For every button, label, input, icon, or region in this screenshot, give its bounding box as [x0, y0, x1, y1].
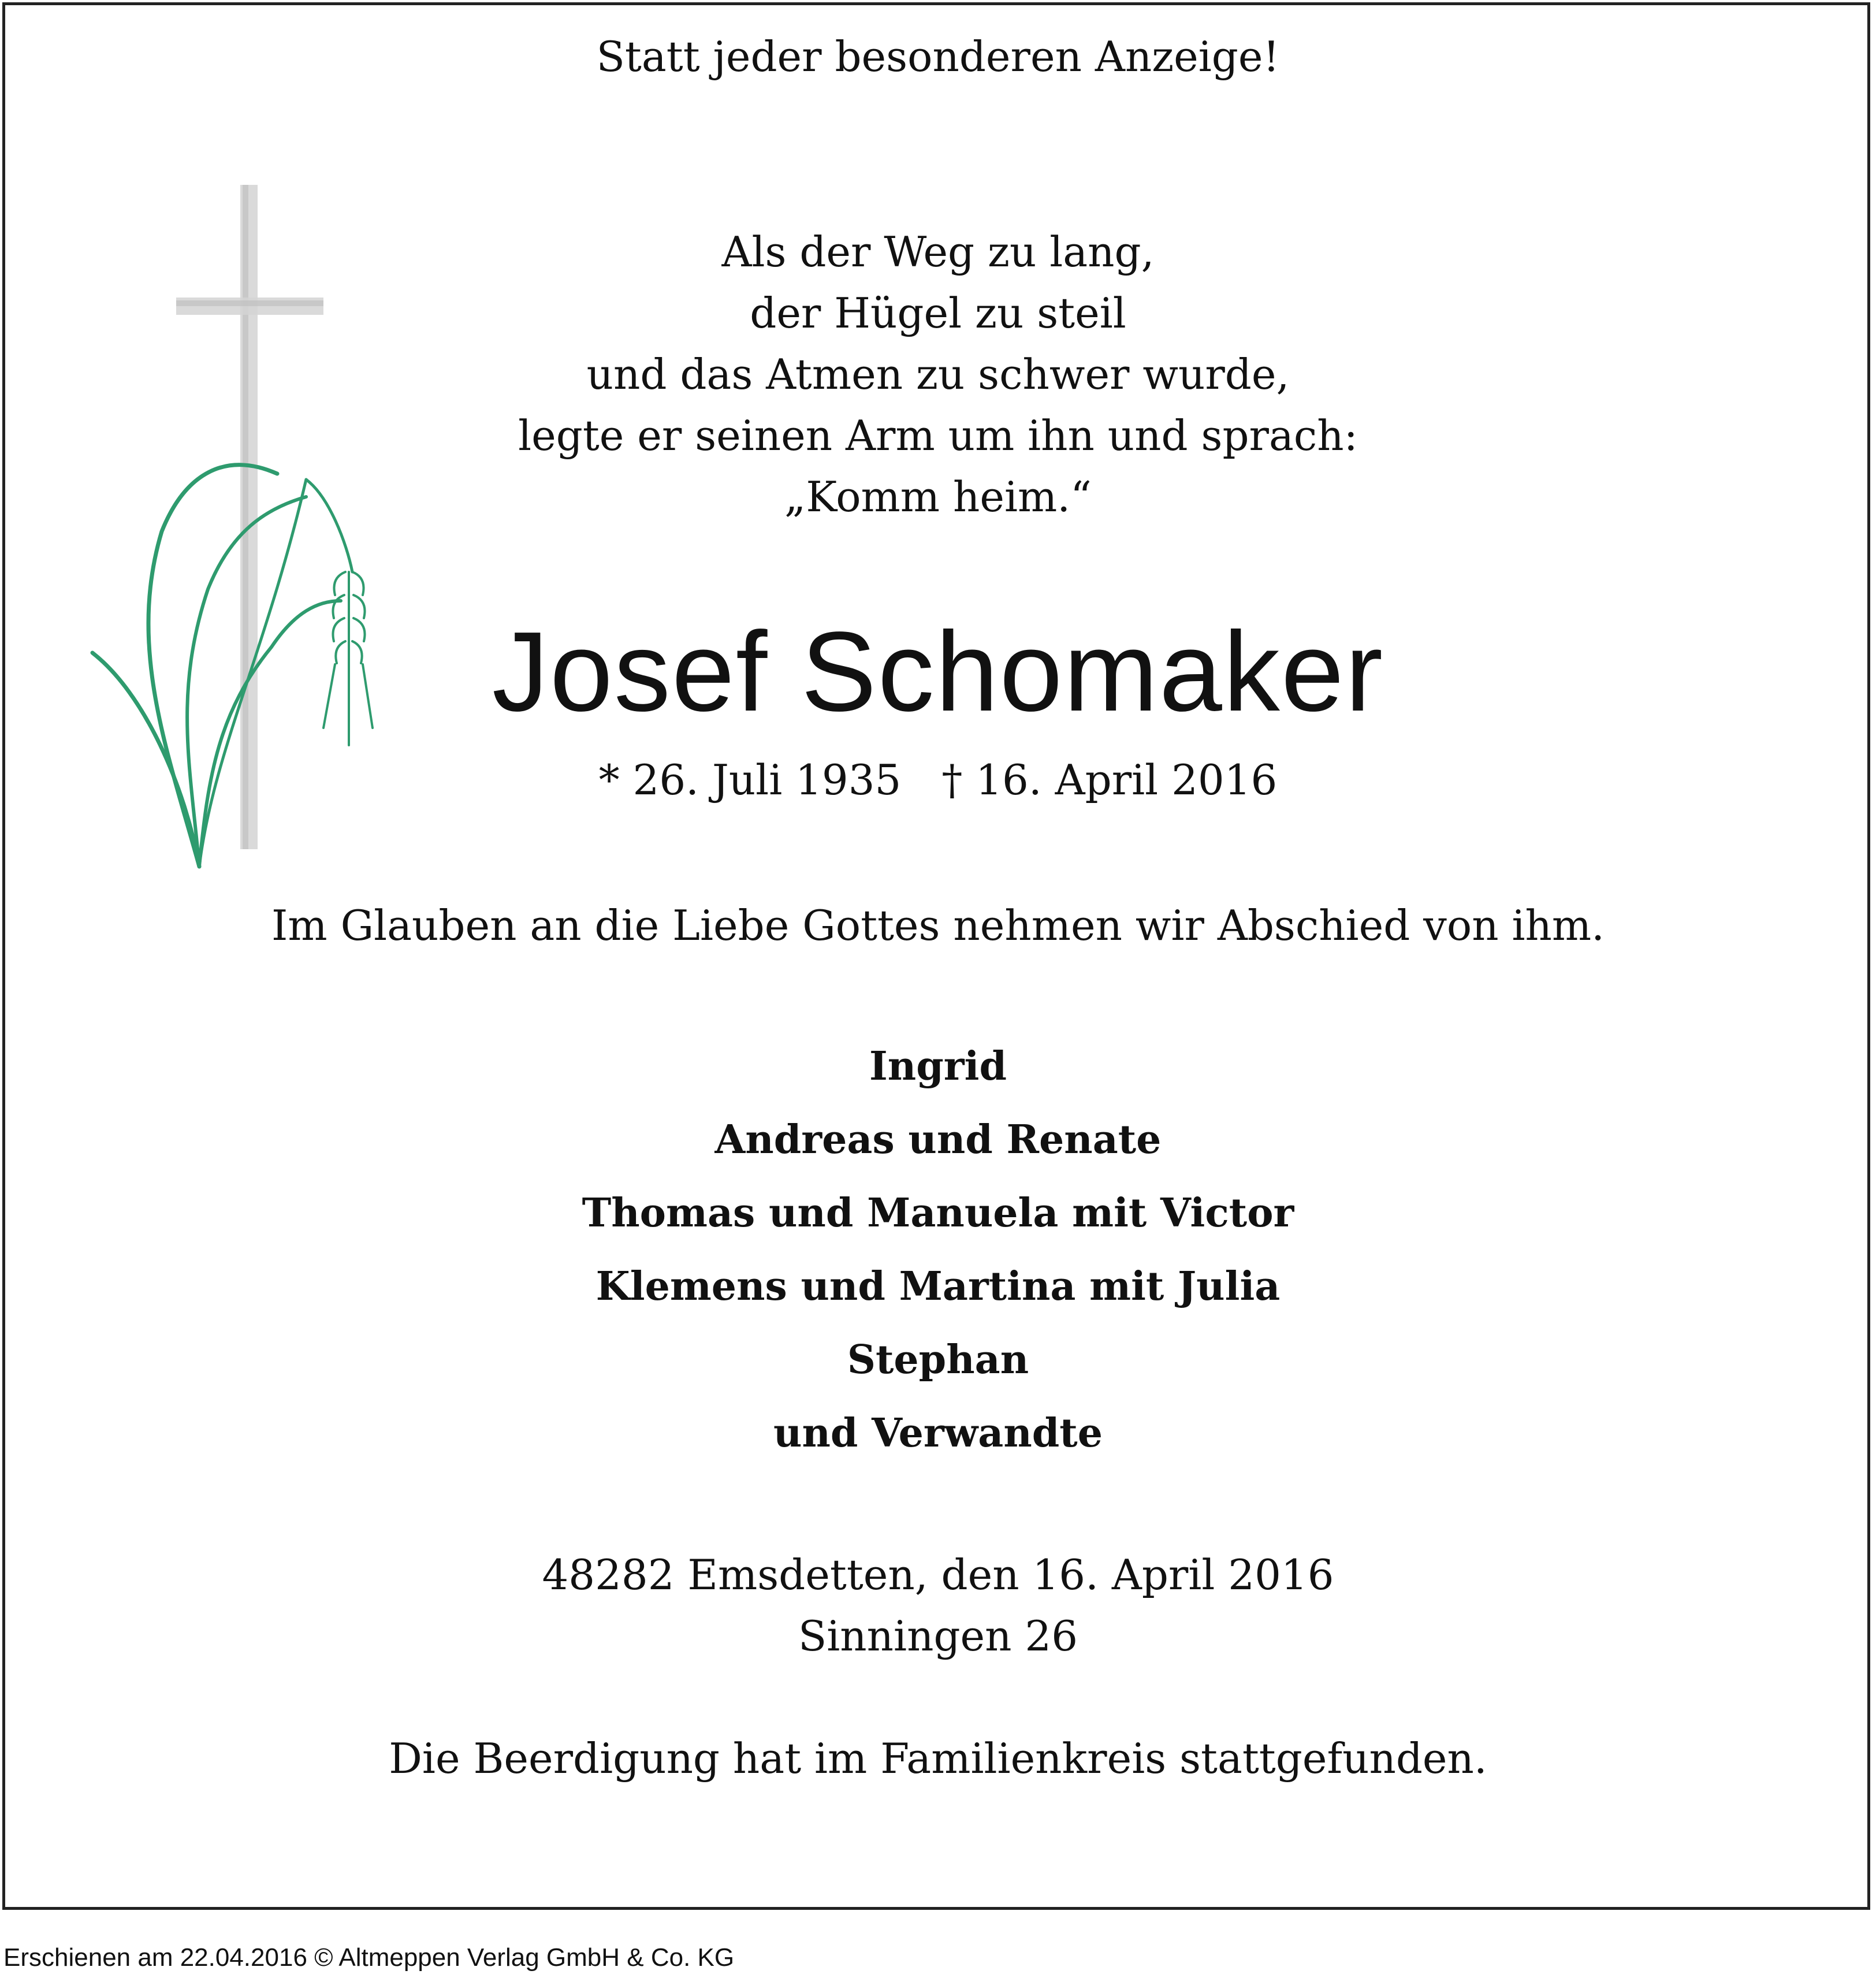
address: Sinningen 26	[798, 1612, 1078, 1660]
mourner-line: Stephan	[847, 1337, 1029, 1383]
poem-line: Als der Weg zu lang,	[721, 228, 1155, 276]
mourner-line: Klemens und Martina mit Julia	[595, 1263, 1281, 1310]
poem-line: der Hügel zu steil	[750, 289, 1126, 337]
mourner-line: Ingrid	[869, 1043, 1007, 1090]
burial-note: Die Beerdigung hat im Familienkreis stattgefunden.	[389, 1734, 1487, 1783]
publication-footer: Erschienen am 22.04.2016 © Altmeppen Verlag GmbH & Co. KG	[3, 1943, 735, 1972]
poem-line: und das Atmen zu schwer wurde,	[586, 350, 1290, 399]
notice-header: Statt jeder besonderen Anzeige!	[596, 32, 1280, 81]
poem-line: „Komm heim.“	[784, 473, 1092, 521]
birth-date: * 26. Juli 1935	[598, 756, 902, 804]
life-dates	[0, 756, 1876, 804]
death-date: † 16. April 2016	[941, 756, 1278, 804]
place-date: 48282 Emsdetten, den 16. April 2016	[542, 1551, 1334, 1599]
mourner-line: Thomas und Manuela mit Victor	[582, 1190, 1294, 1236]
poem-line: legte er seinen Arm um ihn und sprach:	[518, 411, 1358, 460]
mourner-line: Andreas und Renate	[714, 1117, 1162, 1163]
deceased-name: Josef Schomaker	[492, 608, 1384, 735]
mourner-line: und Verwandte	[773, 1410, 1103, 1456]
faith-line: Im Glauben an die Liebe Gottes nehmen wir Abschied von ihm.	[271, 901, 1605, 950]
